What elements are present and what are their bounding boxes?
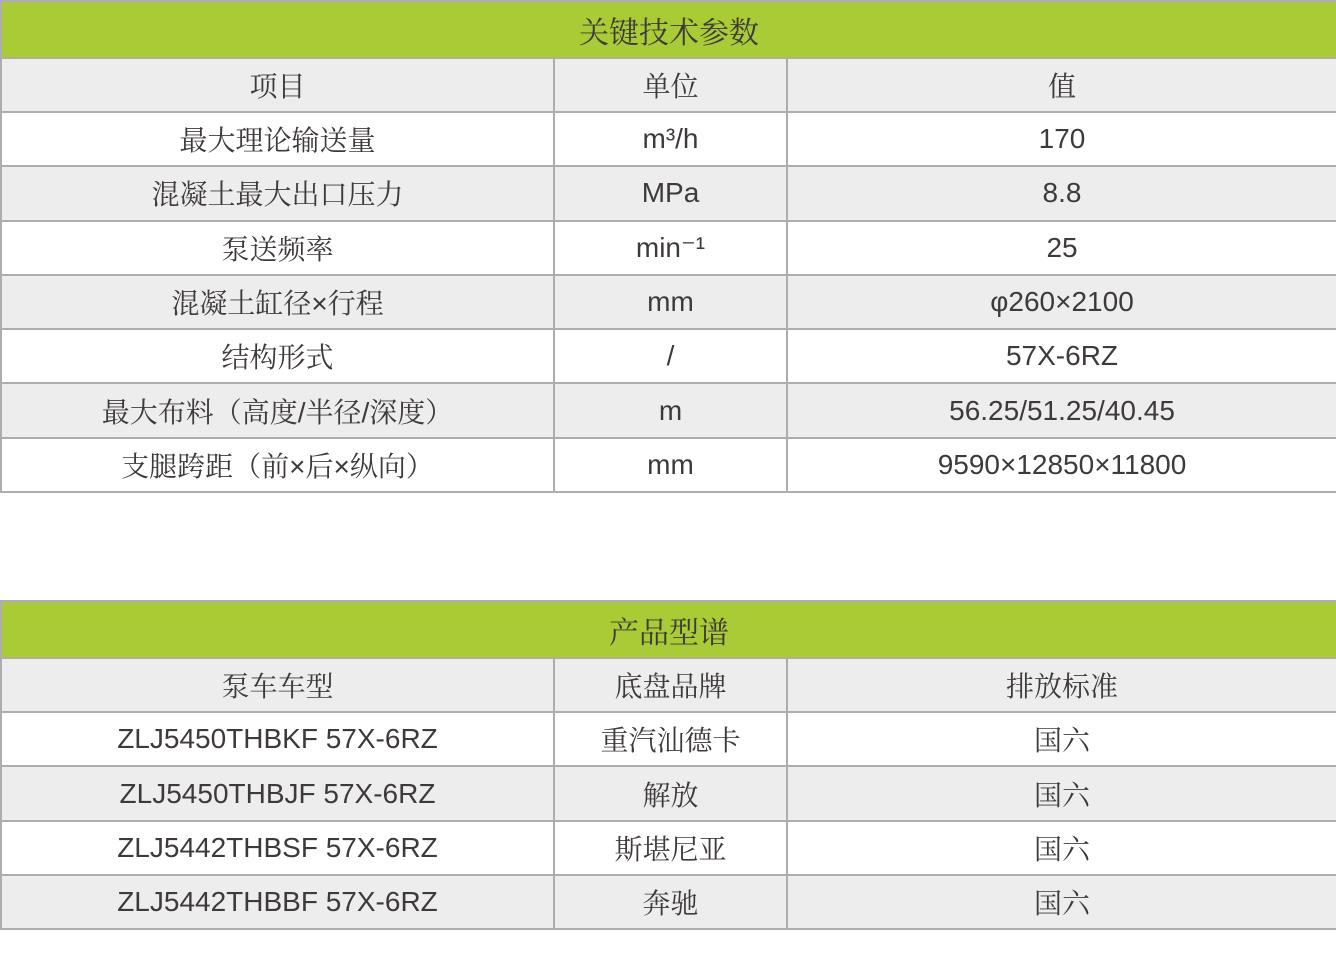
param-name-cell: 结构形式 xyxy=(1,329,554,383)
emission-standard-cell: 国六 xyxy=(787,766,1336,820)
value-cell: 9590×12850×11800 xyxy=(787,438,1336,492)
table-row xyxy=(1,875,1336,929)
table-row xyxy=(1,821,1336,875)
table-row xyxy=(1,329,1336,383)
column-header-chassis-brand: 底盘品牌 xyxy=(554,658,787,712)
chassis-brand-cell: 斯堪尼亚 xyxy=(554,821,787,875)
param-name-cell: 最大理论输送量 xyxy=(1,112,554,166)
chassis-brand-cell: 解放 xyxy=(554,766,787,820)
param-name-cell: 支腿跨距（前×后×纵向） xyxy=(1,438,554,492)
table-row xyxy=(1,166,1336,220)
param-name-cell: 最大布料（高度/半径/深度） xyxy=(1,383,554,437)
model-cell: ZLJ5442THBBF 57X-6RZ xyxy=(1,875,554,929)
product-spectrum-table xyxy=(0,600,1336,930)
table-title: 产品型谱 xyxy=(1,601,1336,658)
column-header-value: 值 xyxy=(787,58,1336,112)
column-header-item: 项目 xyxy=(1,58,554,112)
table-row xyxy=(1,275,1336,329)
value-cell: φ260×2100 xyxy=(787,275,1336,329)
model-cell: ZLJ5450THBJF 57X-6RZ xyxy=(1,766,554,820)
column-header-model: 泵车车型 xyxy=(1,658,554,712)
emission-standard-cell: 国六 xyxy=(787,875,1336,929)
emission-standard-cell: 国六 xyxy=(787,821,1336,875)
column-header-row xyxy=(1,658,1336,712)
value-cell: 170 xyxy=(787,112,1336,166)
table-row xyxy=(1,112,1336,166)
column-header-unit: 单位 xyxy=(554,58,787,112)
param-name-cell: 混凝土最大出口压力 xyxy=(1,166,554,220)
table-title-row xyxy=(1,601,1336,658)
emission-standard-cell: 国六 xyxy=(787,712,1336,766)
unit-cell: m xyxy=(554,383,787,437)
value-cell: 56.25/51.25/40.45 xyxy=(787,383,1336,437)
param-name-cell: 混凝土缸径×行程 xyxy=(1,275,554,329)
table-row xyxy=(1,221,1336,275)
model-cell: ZLJ5442THBSF 57X-6RZ xyxy=(1,821,554,875)
table-row xyxy=(1,766,1336,820)
table-title: 关键技术参数 xyxy=(1,1,1336,58)
chassis-brand-cell: 奔驰 xyxy=(554,875,787,929)
table-title-row xyxy=(1,1,1336,58)
value-cell: 8.8 xyxy=(787,166,1336,220)
unit-cell: / xyxy=(554,329,787,383)
table-row xyxy=(1,438,1336,492)
value-cell: 25 xyxy=(787,221,1336,275)
model-cell: ZLJ5450THBKF 57X-6RZ xyxy=(1,712,554,766)
table-row xyxy=(1,712,1336,766)
column-header-row xyxy=(1,58,1336,112)
unit-cell: MPa xyxy=(554,166,787,220)
table-row xyxy=(1,383,1336,437)
column-header-emission-standard: 排放标准 xyxy=(787,658,1336,712)
unit-cell: m³/h xyxy=(554,112,787,166)
value-cell: 57X-6RZ xyxy=(787,329,1336,383)
unit-cell: mm xyxy=(554,438,787,492)
unit-cell: min⁻¹ xyxy=(554,221,787,275)
unit-cell: mm xyxy=(554,275,787,329)
param-name-cell: 泵送频率 xyxy=(1,221,554,275)
chassis-brand-cell: 重汽汕德卡 xyxy=(554,712,787,766)
